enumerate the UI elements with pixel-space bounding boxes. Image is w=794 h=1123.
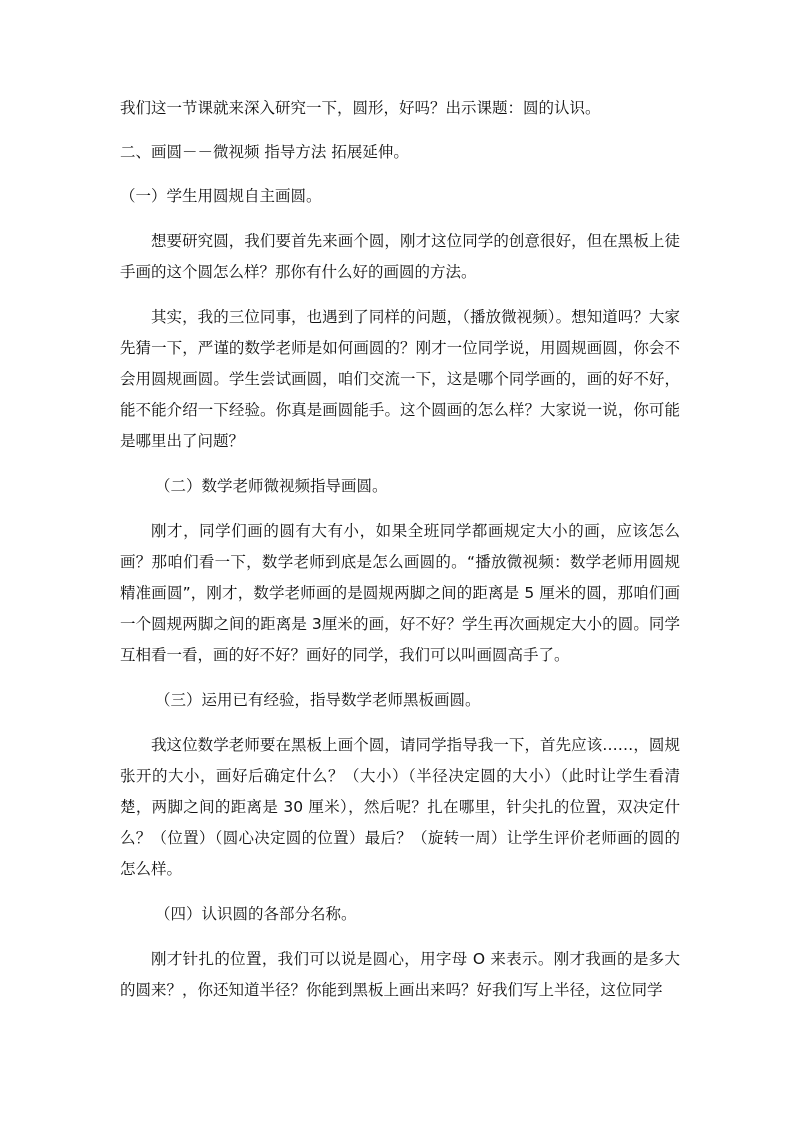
subheading-teacher-video: （二）数学老师微视频指导画圆。 — [155, 477, 388, 495]
paragraph-topic-intro: 我们这一节课就来深入研究一下，圆形，好吗？出示课题：圆的认识。 — [120, 99, 601, 117]
paragraph-specified-size: 刚才，同学们画的圆有大有小，如果全班同学都画规定大小的画，应该怎么画？那咱们看一下，数学老师到底是怎么画圆的。“播放微视频：数学老师用圆规精准画圆”，刚才，数学老师画的是圆规两脚之间的距离是 5 厘米的圆，那咱们画一个圆规两脚之间的距离是 3厘米的画，好不好？学生再次画规定大小的圆。同学互相看一看，画的好不好？画好的同学，我们可以叫画圆高手了。 — [120, 522, 680, 664]
section-heading-draw-circle: 二、画圆－－微视频 指导方法 拓展延伸。 — [120, 143, 409, 161]
subheading-circle-parts: （四）认识圆的各部分名称。 — [155, 905, 357, 923]
paragraph-center-radius: 刚才针扎的位置，我们可以说是圆心，用字母 O 来表示。刚才我画的是多大的圆来？，你还知道半径？你能到黑板上画出来吗？好我们写上半径，这位同学 — [120, 950, 680, 999]
subheading-blackboard-drawing: （三）运用已有经验，指导数学老师黑板画圆。 — [155, 691, 481, 709]
paragraph-guide-teacher: 我这位数学老师要在黑板上画个圆，请同学指导我一下，首先应该……，圆规张开的大小，画好后确定什么？（大小）（半径决定圆的大小）（此时让学生看清楚，两脚之间的距离是 30 厘米），然后呢？扎在哪里，针尖扎的位置，双决定什么？（位置）（圆心决定圆的位置）最后？（旋转一周）让学生评价老师画的圆的怎么样。 — [120, 736, 680, 878]
subheading-students-draw: （一）学生用圆规自主画圆。 — [120, 187, 322, 205]
paragraph-colleagues-video: 其实，我的三位同事，也遇到了同样的问题，（播放微视频）。想知道吗？大家先猜一下，严谨的数学老师是如何画圆的？刚才一位同学说，用圆规画圆，你会不会用圆规画圆。学生尝试画圆，咱们交流一下，这是哪个同学画的，画的好不好，能不能介绍一下经验。你真是画圆能手。这个圆画的怎么样？大家说一说，你可能是哪里出了问题？ — [120, 308, 680, 450]
document-body — [120, 93, 680, 1006]
paragraph-study-circle: 想要研究圆，我们要首先来画个圆，刚才这位同学的创意很好，但在黑板上徒手画的这个圆怎么样？那你有什么好的画圆的方法。 — [120, 232, 680, 281]
